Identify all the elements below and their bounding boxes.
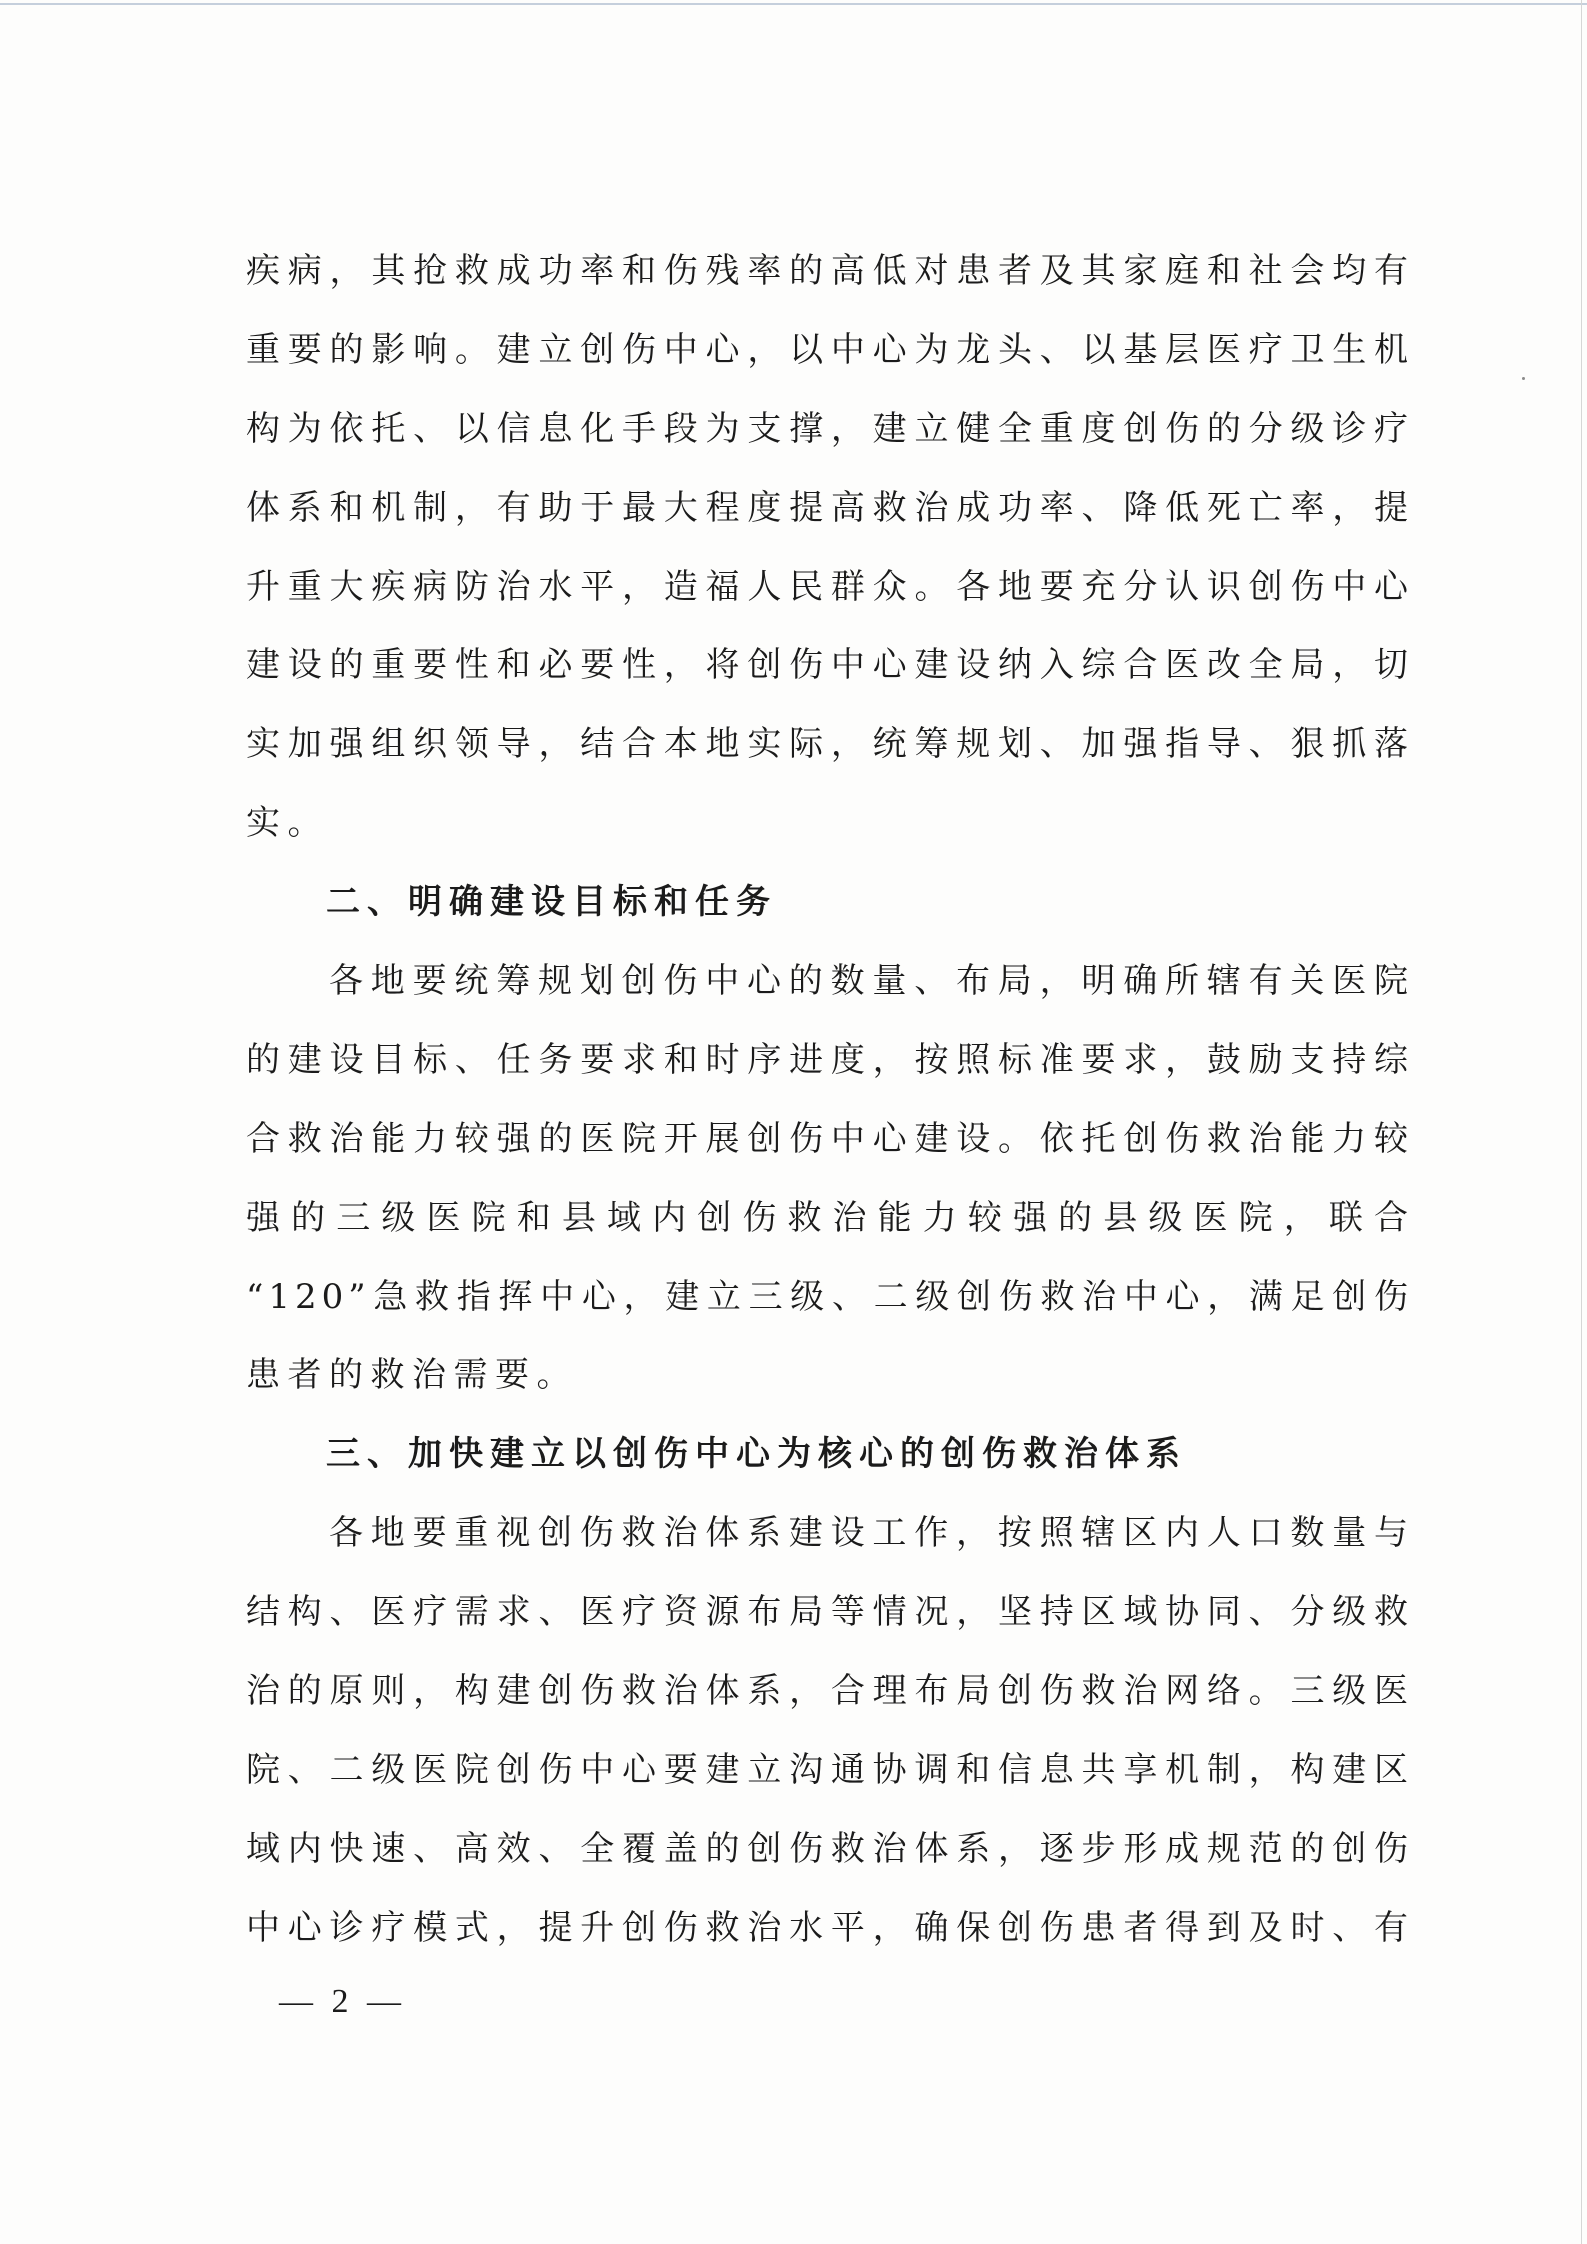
page-number: — 2 — bbox=[279, 1983, 406, 2020]
body-line: 院、二级医院创伤中心要建立沟通协调和信息共享机制，构建区 bbox=[246, 1749, 1413, 1790]
section-heading: 二、明确建设目标和任务 bbox=[326, 882, 777, 923]
body-line: 升重大疾病防治水平，造福人民群众。各地要充分认识创伤中心 bbox=[246, 566, 1413, 607]
body-line: 结构、医疗需求、医疗资源布局等情况，坚持区域协同、分级救 bbox=[246, 1592, 1413, 1633]
body-line: 合救治能力较强的医院开展创伤中心建设。依托创伤救治能力较 bbox=[246, 1118, 1413, 1159]
scan-edge-line bbox=[0, 3, 1587, 5]
body-line: 强的三级医院和县域内创伤救治能力较强的县级医院，联合 bbox=[246, 1197, 1413, 1238]
scan-edge-line bbox=[1581, 0, 1582, 2244]
body-line: 构为依托、以信息化手段为支撑，建立健全重度创伤的分级诊疗 bbox=[246, 408, 1413, 449]
section-heading: 三、加快建立以创伤中心为核心的创伤救治体系 bbox=[326, 1434, 1187, 1475]
body-line: 建设的重要性和必要性，将创伤中心建设纳入综合医改全局，切 bbox=[246, 645, 1413, 686]
body-line: 实。 bbox=[246, 803, 329, 844]
body-line: “120”急救指挥中心，建立三级、二级创伤救治中心，满足创伤 bbox=[246, 1276, 1413, 1317]
body-line: 各地要统筹规划创伤中心的数量、布局，明确所辖有关医院 bbox=[329, 961, 1413, 1002]
body-line: 域内快速、高效、全覆盖的创伤救治体系，逐步形成规范的创伤 bbox=[246, 1828, 1413, 1869]
body-line: 重要的影响。建立创伤中心，以中心为龙头、以基层医疗卫生机 bbox=[246, 329, 1413, 370]
body-line: 治的原则，构建创伤救治体系，合理布局创伤救治网络。三级医 bbox=[246, 1671, 1413, 1712]
body-line: 实加强组织领导，结合本地实际，统筹规划、加强指导、狠抓落 bbox=[246, 724, 1413, 765]
body-line: 患者的救治需要。 bbox=[246, 1355, 578, 1396]
body-line: 的建设目标、任务要求和时序进度，按照标准要求，鼓励支持综 bbox=[246, 1039, 1413, 1080]
body-line: 体系和机制，有助于最大程度提高救治成功率、降低死亡率，提 bbox=[246, 487, 1413, 528]
scan-speck bbox=[1522, 377, 1525, 380]
body-line: 各地要重视创伤救治体系建设工作，按照辖区内人口数量与 bbox=[329, 1513, 1413, 1554]
body-line: 中心诊疗模式，提升创伤救治水平，确保创伤患者得到及时、有 bbox=[246, 1907, 1413, 1948]
body-line: 疾病，其抢救成功率和伤残率的高低对患者及其家庭和社会均有 bbox=[246, 251, 1413, 291]
text-block bbox=[246, 232, 1413, 1968]
